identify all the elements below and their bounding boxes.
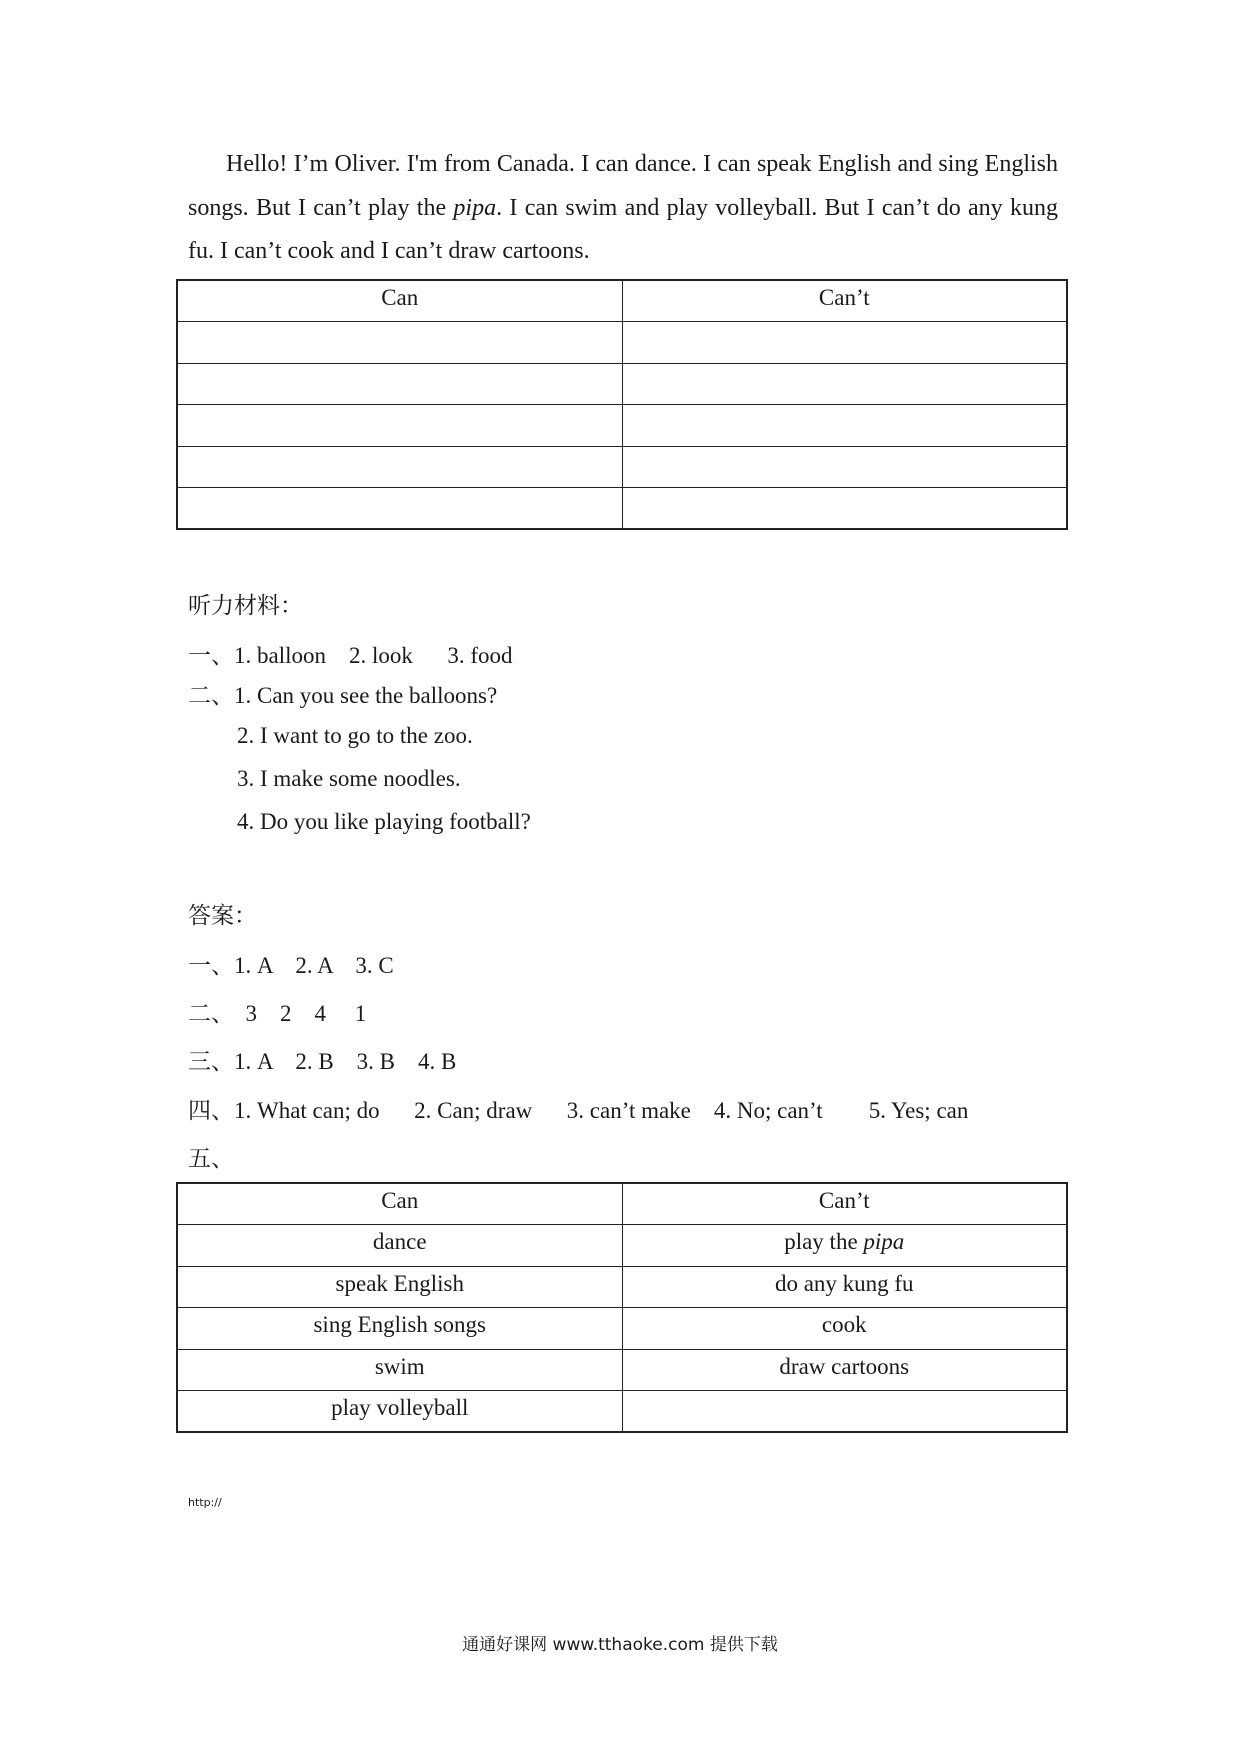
- answer-marker: 五、: [188, 1146, 234, 1171]
- can-cell: speak English: [177, 1266, 622, 1308]
- passage-italic-word: pipa: [453, 194, 497, 221]
- table-row: [177, 1266, 1067, 1308]
- cant-cell: draw cartoons: [622, 1349, 1067, 1391]
- passage-text-2: . I can swim and play volleyball. But I can’t do any kung fu. I can’t cook and I can’t draw cartoons.: [188, 194, 1058, 264]
- answer-text: 1. A 2. B 3. B 4. B: [234, 1049, 457, 1074]
- blank-cell[interactable]: [622, 488, 1067, 530]
- passage-text-1: Hello! I’m Oliver. I'm from Canada. I can dance. I can speak English and sing English songs. But I can’t play the: [188, 151, 1058, 221]
- reading-passage: [188, 143, 1058, 274]
- answer-line: [188, 995, 366, 1028]
- q2-line: 4. Do you like playing football?: [237, 809, 531, 834]
- can-cell: dance: [177, 1225, 622, 1267]
- table-row: [177, 446, 1067, 488]
- blank-cell[interactable]: [177, 322, 622, 364]
- answer-marker: 三、: [188, 1049, 234, 1074]
- table-row: [177, 488, 1067, 530]
- answer-text: 3 2 4 1: [234, 1001, 367, 1026]
- table-row: [177, 1308, 1067, 1350]
- can-cant-blank-table: [176, 279, 1068, 530]
- blank-cell[interactable]: [177, 405, 622, 447]
- can-cell: play volleyball: [177, 1391, 622, 1433]
- cant-cell: do any kung fu: [622, 1266, 1067, 1308]
- blank-cell[interactable]: [622, 446, 1067, 488]
- q1-marker: 一、: [188, 643, 234, 668]
- blank-cell[interactable]: [177, 446, 622, 488]
- table-row: [177, 1225, 1067, 1267]
- answer-marker: 四、: [188, 1098, 234, 1123]
- header-can: Can: [177, 280, 622, 322]
- header-can: Can: [177, 1183, 622, 1225]
- answer-text: 1. A 2. A 3. C: [234, 953, 394, 978]
- answer-text: 1. What can; do 2. Can; draw 3. can’t make 4. No; can’t 5. Yes; can: [234, 1098, 969, 1123]
- q2-marker: 二、: [188, 683, 234, 708]
- q2-line: 1. Can you see the balloons?: [234, 683, 498, 708]
- cant-cell: [622, 1391, 1067, 1433]
- answer-line: [188, 1043, 456, 1076]
- footer-credit: 通通好课网 www.tthaoke.com 提供下载: [462, 1635, 778, 1655]
- listening-q2: [188, 677, 497, 710]
- table-row: [177, 1391, 1067, 1433]
- answer-line: [188, 947, 394, 980]
- answers-title: 答案：: [188, 903, 257, 929]
- q2-line: 2. I want to go to the zoo.: [237, 723, 473, 748]
- answer-line: [188, 1092, 968, 1125]
- can-cell: swim: [177, 1349, 622, 1391]
- blank-cell[interactable]: [177, 488, 622, 530]
- cant-cell-italic: pipa: [863, 1229, 905, 1254]
- table-row: [177, 322, 1067, 364]
- listening-title: 听力材料：: [188, 593, 303, 619]
- q1-text: 1. balloon 2. look 3. food: [234, 643, 513, 668]
- answer-marker: 一、: [188, 953, 234, 978]
- blank-cell[interactable]: [622, 405, 1067, 447]
- header-cant: Can’t: [622, 280, 1067, 322]
- can-cant-answer-table: [176, 1182, 1068, 1433]
- can-cell: sing English songs: [177, 1308, 622, 1350]
- answer-marker: 二、: [188, 1001, 234, 1026]
- cant-cell: [622, 1225, 1067, 1267]
- footer-url: http://: [188, 1496, 222, 1509]
- table-header-row: [177, 1183, 1067, 1225]
- q2-line: 3. I make some noodles.: [237, 766, 461, 791]
- table-header-row: [177, 280, 1067, 322]
- header-cant: Can’t: [622, 1183, 1067, 1225]
- cant-cell: cook: [622, 1308, 1067, 1350]
- table-row: [177, 1349, 1067, 1391]
- blank-cell[interactable]: [622, 363, 1067, 405]
- listening-q1: [188, 637, 513, 670]
- table-row: [177, 405, 1067, 447]
- blank-cell[interactable]: [177, 363, 622, 405]
- table-row: [177, 363, 1067, 405]
- cant-cell-text: play the: [784, 1229, 864, 1254]
- blank-cell[interactable]: [622, 322, 1067, 364]
- answer-line: [188, 1140, 234, 1173]
